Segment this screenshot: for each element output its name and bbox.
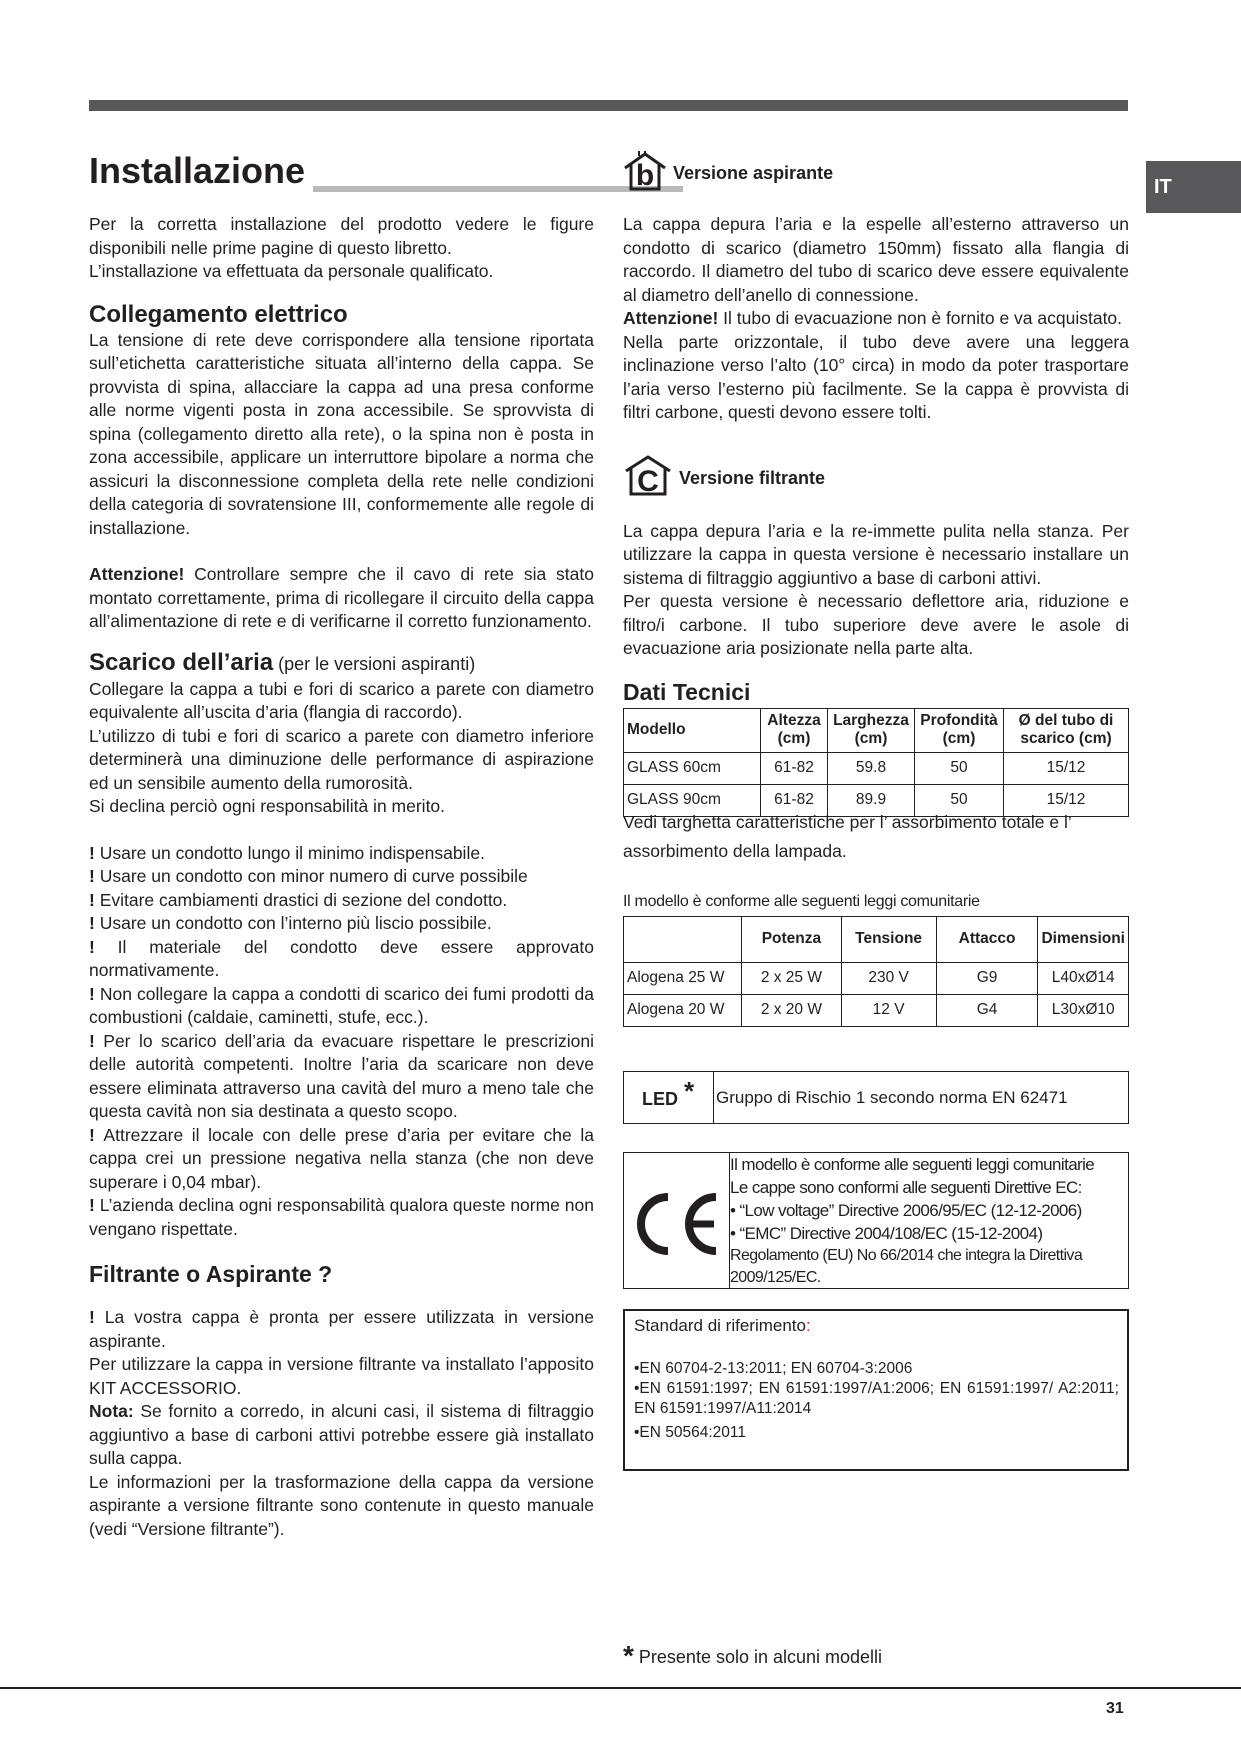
header-bar bbox=[89, 100, 1128, 111]
table-cell: 12 V bbox=[841, 994, 936, 1026]
scarico-bullet bbox=[89, 936, 594, 983]
standard-list bbox=[634, 1359, 1119, 1443]
table-cell: L30xØ10 bbox=[1038, 994, 1129, 1026]
scarico-bullet bbox=[89, 865, 594, 889]
table-header: Attacco bbox=[936, 916, 1038, 962]
table-cell: 59.8 bbox=[828, 752, 915, 784]
filtrante-p1: Per utilizzare la cappa in versione filtrante va installato l’apposito KIT ACCESSORIO. bbox=[89, 1354, 594, 1398]
standard-item: •EN 60704-2-13:2011; EN 60704-3:2006 bbox=[634, 1360, 913, 1377]
table-cell: 89.9 bbox=[828, 784, 915, 816]
svg-text:b: b bbox=[635, 158, 655, 191]
dati-tecnici-heading: Dati Tecnici bbox=[623, 678, 751, 705]
standard-box bbox=[623, 1309, 1129, 1471]
table-cell: 2 x 20 W bbox=[742, 994, 841, 1026]
warning-text: Controllare sempre che il cavo di rete sia stato montato correttamente, prima di ricollegare il circuito della cappa all’alimentazione di rete e di verificarne il corretto funzionamento. bbox=[89, 564, 594, 631]
table-header: Potenza bbox=[742, 916, 841, 962]
scarico-heading bbox=[89, 649, 594, 678]
table-header-row bbox=[624, 708, 1129, 752]
aspirante-p1: La cappa depura l’aria e la espelle all’esterno attraverso un condotto di scarico (diametro 150mm) fissato alla flangia di raccordo. Il diametro del tubo di scarico deve essere equivalente al diametro dell’anello di connessione. bbox=[623, 214, 1129, 305]
language-tab: IT bbox=[1146, 161, 1241, 213]
svg-text:C: C bbox=[637, 465, 659, 496]
ce-box bbox=[623, 1152, 1129, 1289]
table-cell: 230 V bbox=[841, 962, 936, 994]
led-label: LED bbox=[642, 1089, 678, 1109]
footer-rule bbox=[0, 1687, 1241, 1689]
filtrante-p2: Le informazioni per la trasformazione della cappa da versione aspirante a versione filtrante sono contenute in questo manuale (vedi “Versione filtrante”). bbox=[89, 1471, 594, 1539]
led-box bbox=[623, 1071, 1129, 1124]
right-column bbox=[623, 150, 1129, 1027]
scarico-bullet bbox=[89, 842, 594, 866]
bullet-marker: ! bbox=[89, 1030, 104, 1051]
bullet-marker: ! bbox=[89, 1195, 100, 1215]
filtrante-right-p2: Per questa versione è necessario deflettore aria, riduzione e filtro/i carbone. Il tubo superiore deve avere le asole di evacuazione aria posizionate nella parte alta. bbox=[623, 591, 1129, 658]
footnote-text: Presente solo in alcuni modelli bbox=[633, 1647, 883, 1667]
ce-mark-svg bbox=[630, 1189, 726, 1259]
scarico-bullet bbox=[89, 1194, 594, 1241]
bullet-marker: ! bbox=[89, 1124, 104, 1145]
scarico-bullet bbox=[89, 983, 594, 1030]
aspirante-heading-row bbox=[623, 150, 1129, 196]
note-label: Nota: bbox=[89, 1401, 134, 1421]
page-number: 31 bbox=[1106, 1700, 1124, 1717]
standard-title bbox=[634, 1316, 811, 1336]
filtrante-heading-row bbox=[623, 455, 1129, 501]
led-star: * bbox=[684, 1076, 695, 1106]
intro-p1: Per la corretta installazione del prodotto vedere le figure disponibili nelle prime pagine di questo libretto. bbox=[89, 214, 594, 258]
table-header: Ø del tubo di scarico (cm) bbox=[1004, 708, 1129, 752]
table-header-row bbox=[624, 916, 1129, 962]
scarico-bullet bbox=[89, 1030, 594, 1124]
aspirante-body bbox=[623, 213, 1129, 425]
table-header: Altezza (cm) bbox=[761, 708, 828, 752]
filtrante-bullet: ! La vostra cappa è pronta per essere utilizzata in versione aspirante. bbox=[89, 1307, 594, 1351]
ce-line: • “Low voltage” Directive 2006/95/EC (12-12-2006) bbox=[730, 1201, 1082, 1220]
filtrante-note bbox=[89, 1400, 594, 1471]
table-header: Profondità (cm) bbox=[915, 708, 1004, 752]
filtrante-aspirante-heading: Filtrante o Aspirante ? bbox=[89, 1261, 333, 1287]
table-cell: G9 bbox=[936, 962, 1038, 994]
filtrante-bullet-text: La vostra cappa è pronta per essere utilizzata in versione aspirante. bbox=[89, 1307, 594, 1351]
standard-title-text: Standard di riferimento bbox=[634, 1316, 806, 1335]
footnote bbox=[623, 1640, 882, 1672]
table-cell: 50 bbox=[915, 752, 1004, 784]
ce-line: Regolamento (EU) No 66/2014 che integra la Direttiva 2009/125/EC. bbox=[730, 1247, 1083, 1286]
scarico-bullet bbox=[89, 889, 594, 913]
table-row bbox=[624, 962, 1129, 994]
ce-text bbox=[730, 1153, 1126, 1289]
ce-mark-cell bbox=[624, 1153, 730, 1288]
scarico-p3: Si declina perciò ogni responsabilità in merito. bbox=[89, 796, 446, 816]
ce-mark-logo bbox=[630, 1189, 726, 1264]
table-cell: Alogena 20 W bbox=[624, 994, 742, 1026]
table-cell: 15/12 bbox=[1004, 752, 1129, 784]
table-cell: GLASS 90cm bbox=[624, 784, 761, 816]
scarico-bullet-text: Il materiale del condotto deve essere approvato normativamente. bbox=[89, 936, 594, 980]
aspirante-warning-text: Il tubo di evacuazione non è fornito e va acquistato. bbox=[718, 308, 1123, 328]
footnote-star: * bbox=[623, 1640, 634, 1671]
table-header: Tensione bbox=[841, 916, 936, 962]
page-title-text: Installazione bbox=[89, 150, 306, 191]
lamp-caption: Il modello è conforme alle seguenti leggi comunitarie bbox=[623, 892, 980, 910]
scarico-bullet-text: L’azienda declina ogni responsabilità qualora queste norme non vengano rispettate. bbox=[89, 1195, 594, 1239]
scarico-heading-sub: (per le versioni aspiranti) bbox=[273, 653, 476, 674]
table-cell: 61-82 bbox=[761, 784, 828, 816]
scarico-p1: Collegare la cappa a tubi e fori di scarico a parete con diametro equivalente all’uscita d’aria (flangia di raccordo). bbox=[89, 678, 594, 722]
standard-title-colon: : bbox=[805, 1316, 811, 1335]
bullet-marker: ! bbox=[89, 842, 100, 863]
table-header bbox=[624, 916, 742, 962]
dati-note: Vedi targhetta caratteristiche per l’ assorbimento totale e l’ assorbimento della lampada. bbox=[623, 811, 1072, 861]
table-header: Dimensioni bbox=[1038, 916, 1129, 962]
bullet-marker: ! bbox=[89, 983, 100, 1004]
table-cell: G4 bbox=[936, 994, 1038, 1026]
scarico-bullet-text: Usare un condotto con l’interno più liscio possibile. bbox=[99, 913, 492, 933]
bullet-marker: ! bbox=[89, 889, 100, 910]
table-row bbox=[624, 994, 1129, 1026]
standard-item: •EN 50564:2011 bbox=[634, 1424, 747, 1441]
section-elettrico bbox=[89, 301, 594, 634]
elettrico-warning bbox=[89, 563, 594, 634]
filtrante-right-p1: La cappa depura l’aria e la re-immette pulita nella stanza. Per utilizzare la cappa in questa versione è necessario installare un sistema di filtraggio aggiuntivo a base di carboni attivi. bbox=[623, 520, 1129, 588]
table-cell: 2 x 25 W bbox=[742, 962, 841, 994]
ce-line: Il modello è conforme alle seguenti leggi comunitarie bbox=[730, 1155, 1095, 1174]
lamp-table bbox=[623, 916, 1129, 1027]
table-row bbox=[624, 752, 1129, 784]
scarico-bullet-text: Evitare cambiamenti drastici di sezione del condotto. bbox=[99, 889, 508, 910]
section-scarico bbox=[89, 649, 594, 1242]
led-label-cell bbox=[624, 1072, 714, 1123]
ce-line: • “EMC” Directive 2004/108/EC (15-12-2004) bbox=[730, 1224, 1043, 1243]
page-title bbox=[89, 150, 594, 192]
table-cell: L40xØ14 bbox=[1038, 962, 1129, 994]
scarico-bullet-text: Usare un condotto con minor numero di curve possibile bbox=[99, 866, 528, 886]
scarico-bullet-text: Per lo scarico dell’aria da evacuare rispettare le prescrizioni delle autorità competenti. Inoltre l’aria da scaricare non deve essere eliminata attraverso una cavità del muro a meno tale che questa cavità non sia destinata a questo scopo. bbox=[89, 1030, 594, 1121]
warning-label: Attenzione! bbox=[89, 564, 185, 584]
left-column bbox=[89, 150, 594, 1541]
table-cell: 50 bbox=[915, 784, 1004, 816]
elettrico-body: La tensione di rete deve corrispondere alla tensione riportata sull’etichetta caratteristiche situata all’interno della cappa. Se provvista di spina, allacciare la cappa ad una presa conforme alle norme vigenti posta in zona accessibile. Se sprovvista di spina (collegamento diretto alla rete), o la spina non è posta in zona accessibile, applicare un interruttore bipolare a norma che assicuri la disconnessione completa della rete nelle condizioni della categoria di sovratensione III, conformemente alle regole di installazione. bbox=[89, 329, 594, 538]
aspirante-warning bbox=[623, 307, 1129, 331]
intro bbox=[89, 213, 594, 284]
filtrante-body bbox=[623, 520, 1129, 661]
led-text: Gruppo di Rischio 1 secondo norma EN 62471 bbox=[716, 1088, 1068, 1107]
scarico-bullet bbox=[89, 912, 594, 936]
dati-tecnici-table bbox=[623, 708, 1129, 817]
bullet-marker: ! bbox=[89, 866, 100, 886]
bullet-marker: ! bbox=[89, 913, 100, 933]
elettrico-heading: Collegamento elettrico bbox=[89, 300, 348, 328]
aspirante-heading: Versione aspirante bbox=[673, 163, 834, 183]
table-header: Modello bbox=[624, 708, 761, 752]
scarico-bullet-text: Non collegare la cappa a condotti di scarico dei fumi prodotti da combustioni (caldaie, caminetti, stufe, ecc.). bbox=[89, 983, 594, 1027]
table-cell: GLASS 60cm bbox=[624, 752, 761, 784]
scarico-bullet bbox=[89, 1124, 594, 1195]
scarico-bullet-text: Usare un condotto lungo il minimo indispensabile. bbox=[99, 842, 485, 863]
table-header: Larghezza (cm) bbox=[828, 708, 915, 752]
section-filtrante-aspirante bbox=[89, 1260, 594, 1541]
ce-line: Le cappe sono conformi alle seguenti Direttive EC: bbox=[730, 1178, 1082, 1197]
scarico-bullet-list bbox=[89, 842, 594, 1242]
recirculating-hood-icon bbox=[623, 454, 673, 501]
bullet-marker: ! bbox=[89, 936, 118, 957]
scarico-heading-text: Scarico dell’aria bbox=[89, 648, 274, 676]
ducted-hood-icon bbox=[623, 151, 667, 196]
note-text: Se fornito a corredo, in alcuni casi, il sistema di filtraggio aggiuntivo a base di carboni attivi potrebbe essere già installato sulla cappa. bbox=[89, 1401, 594, 1468]
aspirante-p2: Nella parte orizzontale, il tubo deve avere una leggera inclinazione verso l’alto (10° circa) in modo da poter trasportare l’aria verso l’esterno più facilmente. Se la cappa è provvista di filtri carbone, questi devono essere tolti. bbox=[623, 331, 1129, 422]
table-cell: 61-82 bbox=[761, 752, 828, 784]
scarico-bullet-text: Attrezzare il locale con delle prese d’aria per evitare che la cappa crei un pressione negativa nella stanza (che non deve superare i 0,04 mbar). bbox=[89, 1124, 594, 1192]
intro-p2: L’installazione va effettuata da personale qualificato. bbox=[89, 261, 494, 281]
table-cell: Alogena 25 W bbox=[624, 962, 742, 994]
filtrante-heading: Versione filtrante bbox=[679, 467, 826, 488]
scarico-p2: L’utilizzo di tubi e fori di scarico a parete con diametro inferiore determinerà una diminuzione delle performance di aspirazione ed un sensibile aumento della rumorosità. bbox=[89, 725, 594, 793]
aspirante-warning-label: Attenzione! bbox=[623, 308, 719, 328]
standard-item: •EN 61591:1997; EN 61591:1997/A1:2006; EN 61591:1997/ A2:2011; EN 61591:1997/A11:2014 bbox=[634, 1380, 1119, 1417]
table-cell: 15/12 bbox=[1004, 784, 1129, 816]
